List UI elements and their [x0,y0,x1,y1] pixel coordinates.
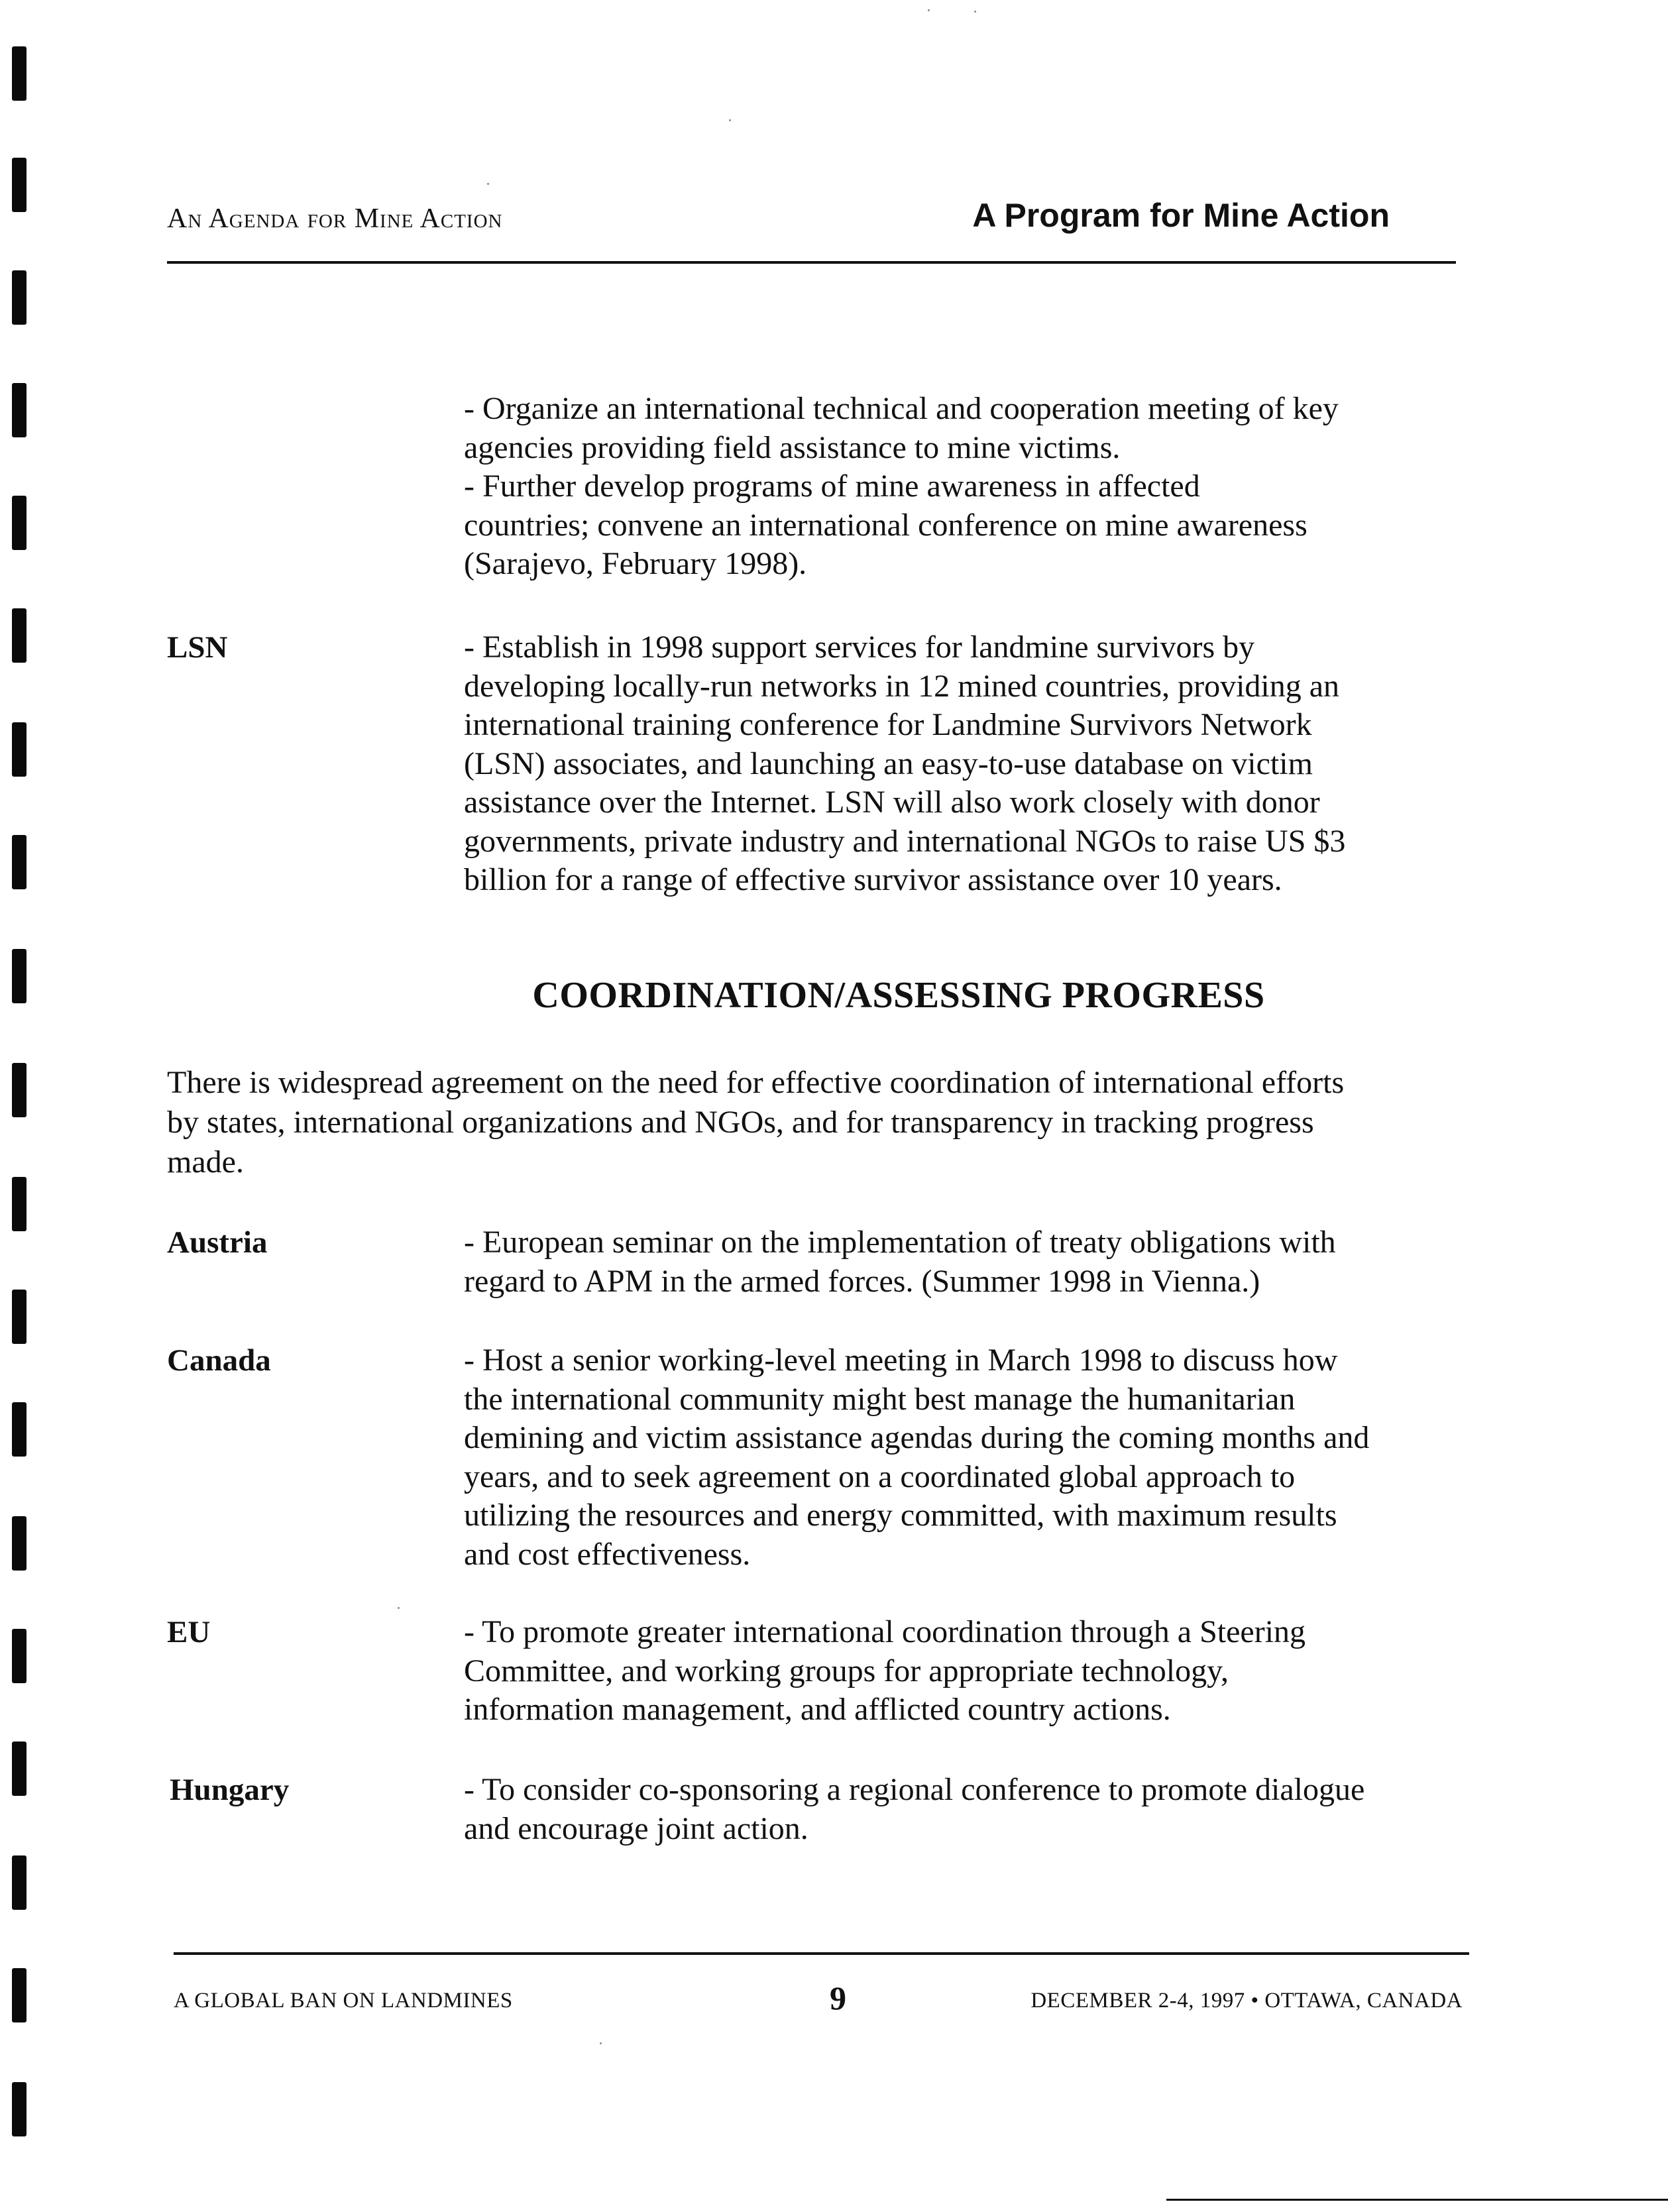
binder-hole [12,270,27,325]
binder-hole [12,1968,27,2022]
running-header-title: A Program for Mine Action [972,197,1390,234]
footer-rule [174,1952,1469,1955]
entry-label: Hungary [170,1773,290,1807]
binder-hole [12,835,27,889]
scan-speck [928,9,930,11]
entry-label: Austria [167,1225,268,1260]
header-rule [167,261,1456,264]
scan-edge-line [1166,2199,1668,2201]
section-heading: COORDINATION/ASSESSING PROGRESS [532,975,1265,1016]
scan-speck [398,1607,400,1609]
scan-speck [487,183,489,185]
scan-speck [974,11,976,13]
binder-hole [12,46,27,101]
page-number: 9 [830,1979,847,2017]
footer-left: A GLOBAL BAN ON LANDMINES [174,1989,513,2013]
binder-hole [12,1629,27,1683]
running-header-left: An Agenda for Mine Action [167,203,503,234]
binder-hole [12,722,27,777]
scan-speck [600,2042,602,2044]
entry-label: EU [167,1615,211,1649]
binder-hole [12,1516,27,1571]
binder-hole [12,1063,27,1117]
binder-hole [12,2082,27,2136]
footer-right: DECEMBER 2-4, 1997 • OTTAWA, CANADA [1030,1989,1463,2013]
binder-hole [12,608,27,663]
entry-text: - Establish in 1998 support services for landmine survivors by developing locally-run networks in 12 mined countries, providing an international training conference for Landmine Survivors Network (LSN) associates, and launching an easy-to-use database on victim assistance over the Internet. LSN will also work closely with donor governments, private industry and international NGOs to raise US $3 billion for a range of effective survivor assistance over 10 years. [464,630,1346,897]
binder-hole [12,1402,27,1457]
section-intro: There is widespread agreement on the need for effective coordination of international efforts by states, international organizations and NGOs, and for transparency in tracking progress made. [167,1065,1345,1180]
entry-text: - Host a senior working-level meeting in March 1998 to discuss how the international community might best manage the humanitarian demining and victim assistance agendas during the coming months and years, and to seek agreement on a coordinated global approach to utilizing the resources and energy committed, with maximum results and cost effectiveness. [464,1343,1370,1572]
binder-hole [12,158,27,212]
scan-speck [729,119,731,121]
entry-label: LSN [167,630,228,665]
entry-text: - To consider co-sponsoring a regional conference to promote dialogue and encourage joint action. [464,1772,1365,1846]
entry-text: - Organize an international technical and cooperation meeting of key agencies providing field assistance to mine victims. - Further develop programs of mine awareness in affected countries; convene an international conference on mine awareness (Sarajevo, February 1998). [464,391,1339,581]
binder-hole [12,1290,27,1344]
binder-hole [12,1855,27,1910]
entry-text: - European seminar on the implementation of treaty obligations with regard to APM in the armed forces. (Summer 1998 in Vienna.) [464,1225,1336,1299]
entry-text: - To promote greater international coordination through a Steering Committee, and working groups for appropriate technology, information management, and afflicted country actions. [464,1614,1306,1727]
binder-hole [12,383,27,437]
entry-label: Canada [167,1343,271,1378]
binder-hole [12,1742,27,1796]
binder-hole [12,496,27,550]
binder-hole [12,1177,27,1231]
